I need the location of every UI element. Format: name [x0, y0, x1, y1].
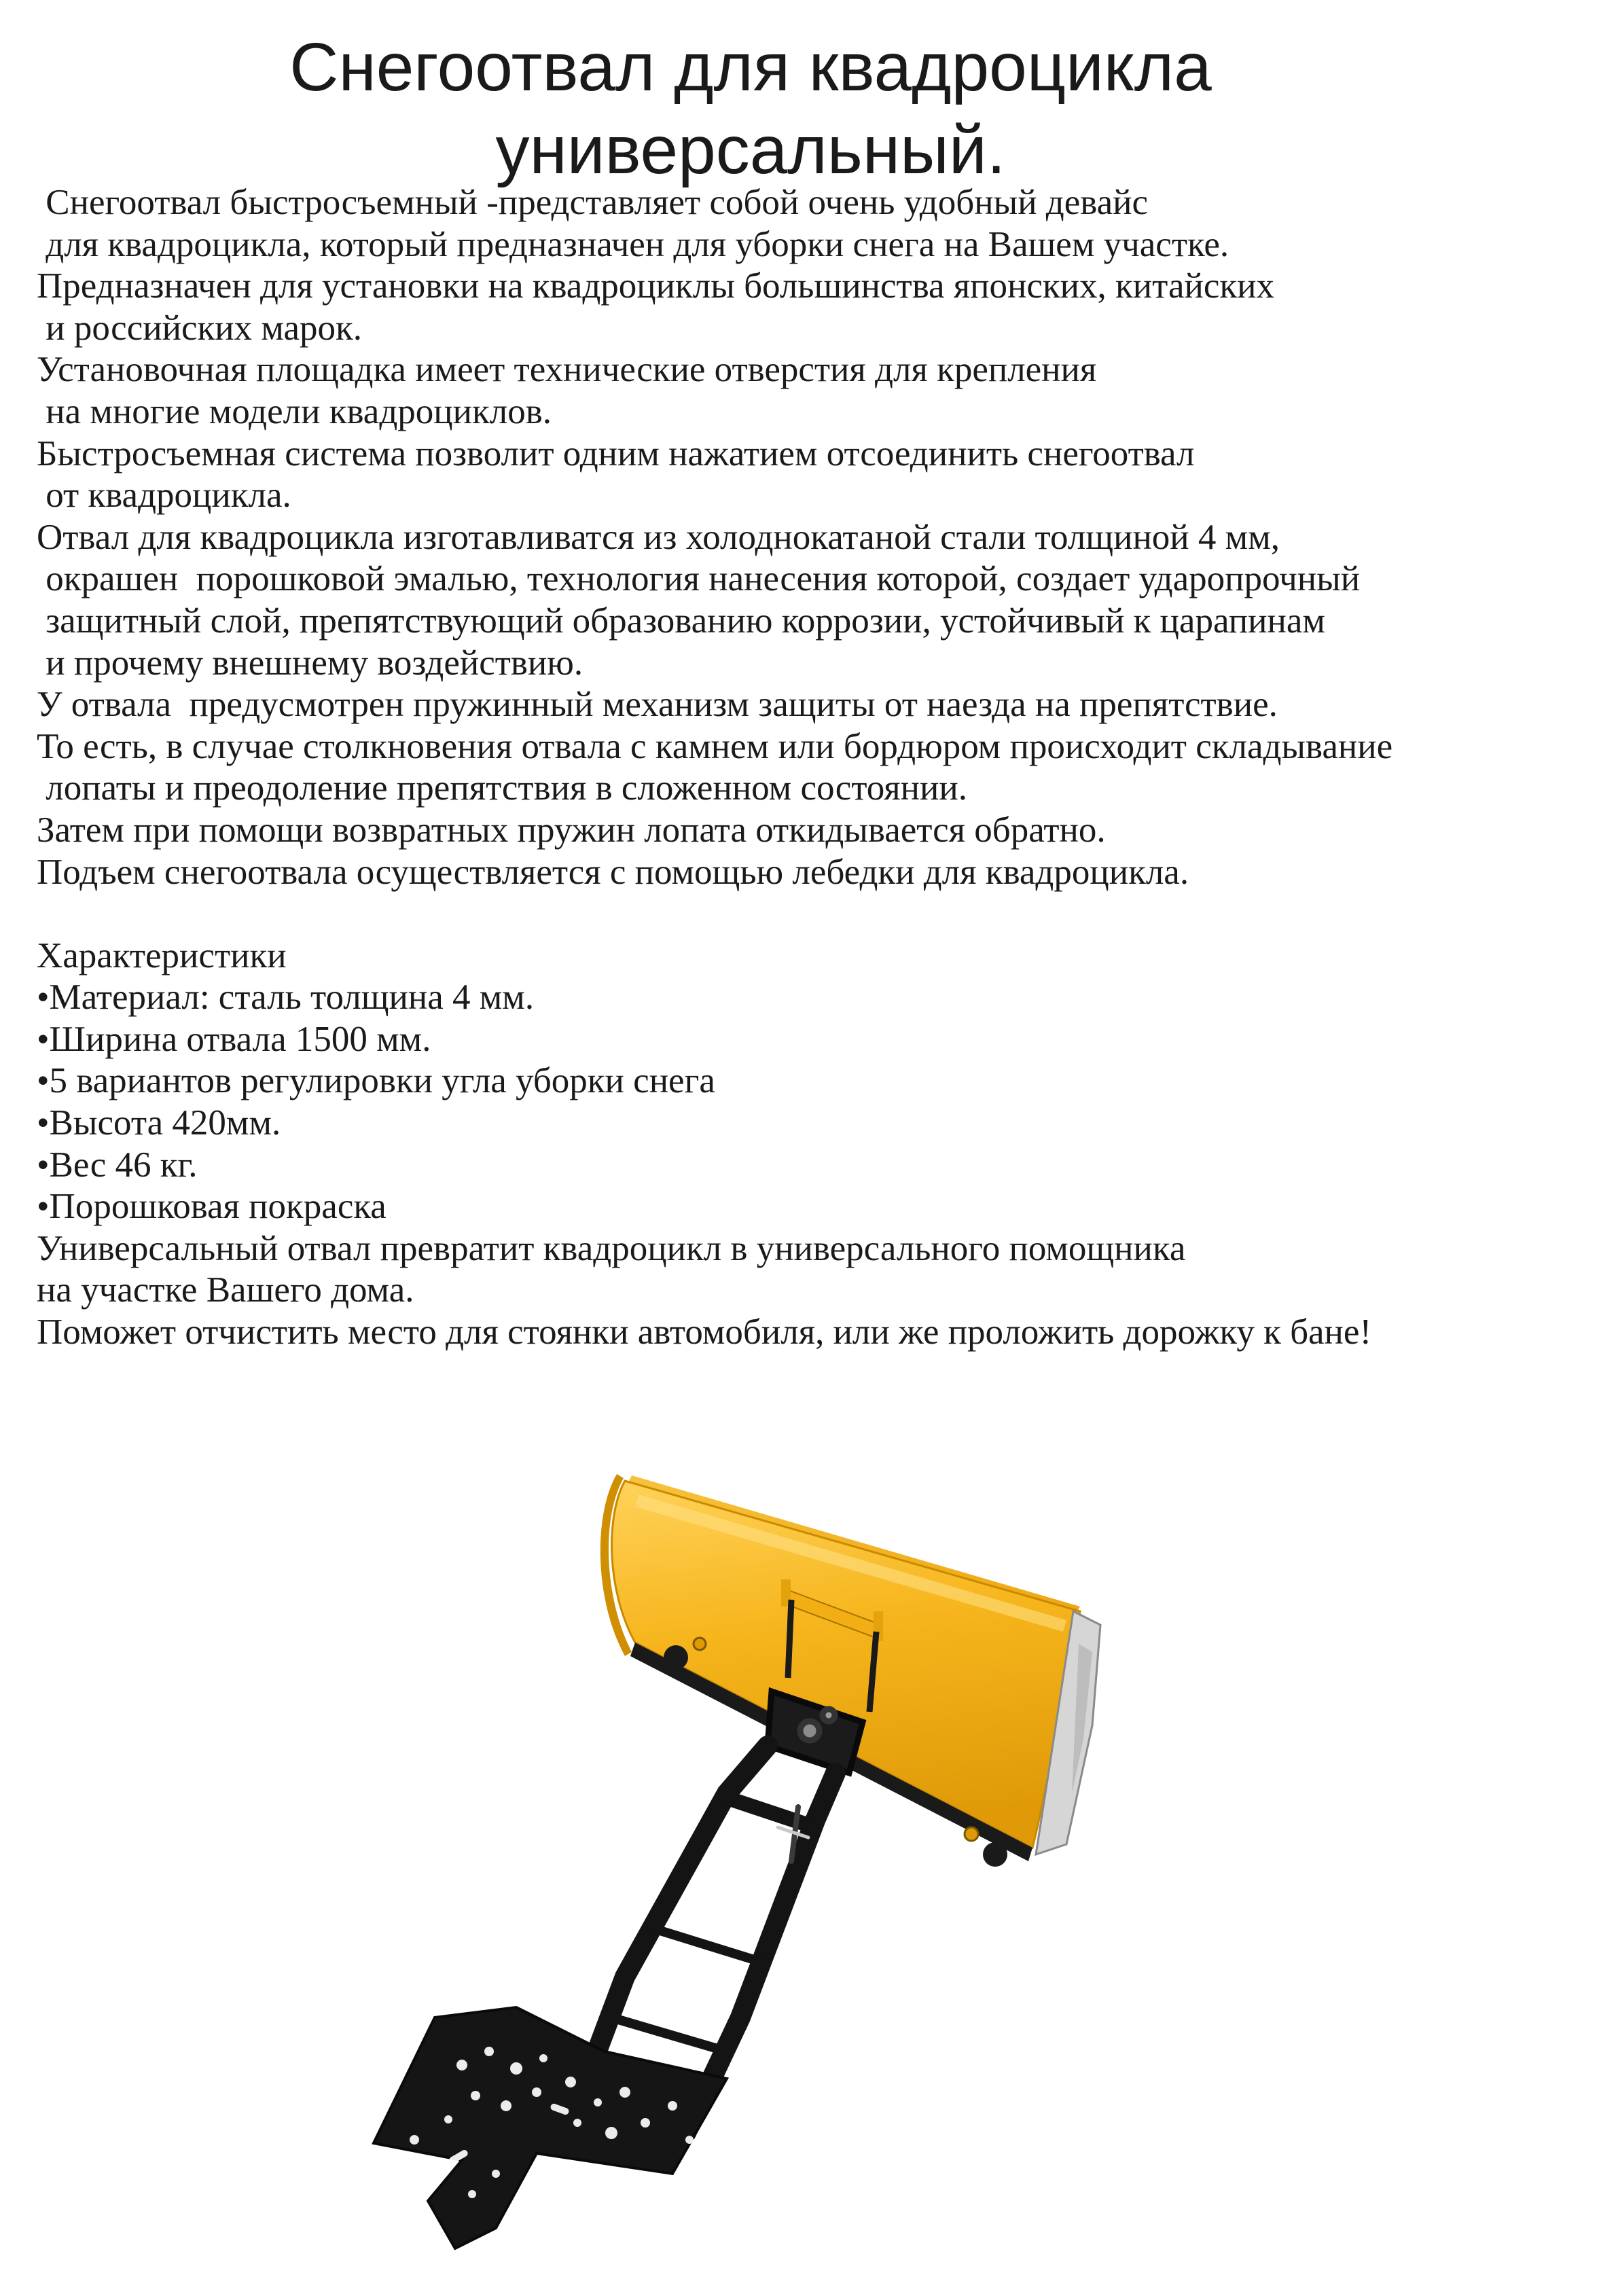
description-line: Подъем снегоотвала осуществляется с помощью лебедки для квадроцикла.: [37, 852, 1189, 892]
paragraph-spacer: [37, 893, 1592, 935]
spec-item: •5 вариантов регулировки угла уборки снега: [37, 1061, 715, 1101]
description-line: Установочная площадка имеет технические отверстия для крепления: [37, 350, 1097, 390]
spec-item: •Ширина отвала 1500 мм.: [37, 1019, 431, 1059]
spec-item: •Вес 46 кг.: [37, 1145, 198, 1185]
description-block: [37, 182, 1592, 1354]
description-line: Отвал для квадроцикла изготавливатся из холоднокатаной стали толщиной 4 мм,: [37, 517, 1280, 557]
description-line: от квадроцикла.: [37, 476, 291, 516]
description-line: Быстросъемная система позволит одним нажатием отсоединить снегоотвал: [37, 433, 1195, 473]
description-line: окрашен порошковой эмалью, технология нанесения которой, создает ударопрочный: [37, 559, 1361, 599]
title-line-2: универсальный.: [495, 112, 1006, 188]
page-title: [0, 26, 1501, 192]
spec-item: •Порошковая покраска: [37, 1187, 387, 1227]
snowplow-product-image: [292, 1454, 1420, 2255]
spec-item: •Высота 420мм.: [37, 1103, 281, 1143]
closing-line: на участке Вашего дома.: [37, 1270, 414, 1310]
description-line: Предназначен для установки на квадроциклы большинства японских, китайских: [37, 266, 1274, 306]
description-line: и прочему внешнему воздействию.: [37, 643, 583, 683]
description-line: и российских марок.: [37, 308, 363, 348]
spec-item: •Материал: сталь толщина 4 мм.: [37, 977, 535, 1018]
description-line: Затем при помощи возвратных пружин лопата откидывается обратно.: [37, 810, 1106, 850]
description-line: То есть, в случае столкновения отвала с камнем или бордюром происходит складывание: [37, 726, 1393, 766]
closing-line: Универсальный отвал превратит квадроцикл в универсального помощника: [37, 1228, 1186, 1268]
closing-line: Поможет отчистить место для стоянки автомобиля, или же проложить дорожку к бане!: [37, 1312, 1372, 1352]
description-line: для квадроцикла, который предназначен для уборки снега на Вашем участке.: [37, 224, 1229, 264]
description-line: У отвала предусмотрен пружинный механизм защиты от наезда на препятствие.: [37, 685, 1278, 725]
specs-heading: Характеристики: [37, 935, 287, 975]
mounting-plate: [374, 2007, 727, 2248]
description-line: на многие модели квадроциклов.: [37, 391, 552, 431]
blade: [600, 1474, 1100, 1867]
description-line: защитный слой, препятствующий образованию коррозии, устойчивый к царапинам: [37, 600, 1325, 641]
title-line-1: Снегоотвал для квадроцикла: [289, 29, 1212, 105]
description-line: Снегоотвал быстросъемный -представляет собой очень удобный девайс: [37, 183, 1149, 222]
description-line: лопаты и преодоление препятствия в сложенном состоянии.: [37, 768, 968, 808]
